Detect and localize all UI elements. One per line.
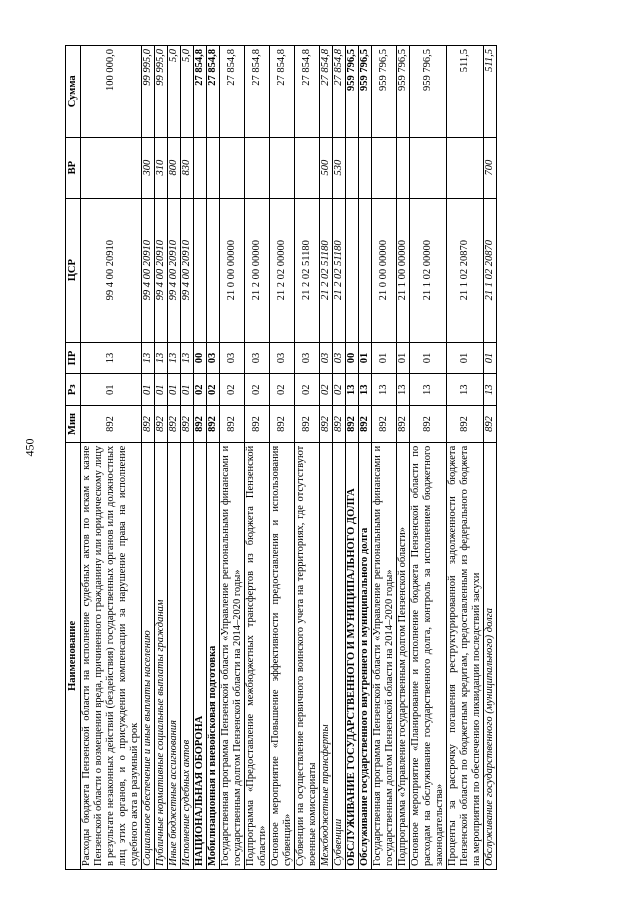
cell-pr: 03 (320, 342, 333, 374)
cell-min: 892 (168, 406, 181, 443)
cell-min: 892 (245, 406, 270, 443)
cell-csr: 99 4 00 20910 (142, 198, 155, 342)
cell-pr: 03 (245, 342, 270, 374)
cell-name: Государственная программа Пензенской области «Управление региональными финансами и государственным долгом Пензенской области на 2014–2020 годы» (372, 442, 397, 869)
cell-pr: 01 (359, 342, 372, 374)
cell-min: 892 (447, 406, 484, 443)
table-row (346, 46, 359, 870)
header-rz: Рз (66, 374, 81, 406)
cell-rz: 13 (372, 374, 397, 406)
cell-rz: 02 (194, 374, 207, 406)
cell-name: Подпрограмма «Управление государственным долгом Пензенской области» (397, 442, 410, 869)
cell-vr: 830 (181, 137, 194, 198)
cell-vr: 310 (155, 137, 168, 198)
cell-rz: 02 (220, 374, 245, 406)
cell-csr: 21 0 00 00000 (220, 198, 245, 342)
table-row (295, 46, 320, 870)
cell-sum: 27 854,8 (320, 46, 333, 138)
table-row (270, 46, 295, 870)
cell-sum: 27 854,8 (220, 46, 245, 138)
cell-name: Расходы бюджета Пензенской области на исполнение судебных актов по искам к казне Пензенской области о возмещении вреда, причиненного гражданину или юридическому лицу в результате незаконных действий (бездействия) государственных органов или должностных лиц этих органов, и о присуждении компенсации за нарушение права на исполнение судебного акта в разумный срок (81, 442, 142, 869)
cell-vr: 800 (168, 137, 181, 198)
cell-vr (207, 137, 220, 198)
cell-vr (372, 137, 397, 198)
budget-table (65, 45, 497, 870)
cell-vr (397, 137, 410, 198)
cell-pr: 13 (81, 342, 142, 374)
cell-rz: 01 (168, 374, 181, 406)
page-number: 450 (22, 438, 37, 457)
table-row (333, 46, 346, 870)
cell-csr (346, 198, 359, 342)
cell-rz: 13 (447, 374, 484, 406)
table-row (168, 46, 181, 870)
cell-min: 892 (346, 406, 359, 443)
table-row (220, 46, 245, 870)
cell-csr (359, 198, 372, 342)
cell-csr: 21 2 02 00000 (270, 198, 295, 342)
cell-sum: 5,0 (168, 46, 181, 138)
table-row (372, 46, 397, 870)
table-row (410, 46, 447, 870)
table-row (142, 46, 155, 870)
cell-rz: 13 (359, 374, 372, 406)
cell-rz: 01 (142, 374, 155, 406)
cell-vr: 700 (484, 137, 497, 198)
cell-min: 892 (181, 406, 194, 443)
cell-name: ОБСЛУЖИВАНИЕ ГОСУДАРСТВЕННОГО И МУНИЦИПАЛЬНОГО ДОЛГА (346, 442, 359, 869)
cell-vr: 300 (142, 137, 155, 198)
cell-min: 892 (333, 406, 346, 443)
cell-csr (207, 198, 220, 342)
table-row (181, 46, 194, 870)
cell-vr (447, 137, 484, 198)
cell-csr: 21 2 00 00000 (245, 198, 270, 342)
cell-rz: 02 (207, 374, 220, 406)
cell-name: Иные бюджетные ассигнования (168, 442, 181, 869)
cell-csr: 21 2 02 51180 (320, 198, 333, 342)
cell-vr (359, 137, 372, 198)
cell-min: 892 (81, 406, 142, 443)
cell-rz: 01 (155, 374, 168, 406)
cell-csr: 21 0 00 00000 (372, 198, 397, 342)
cell-rz: 02 (270, 374, 295, 406)
cell-min: 892 (155, 406, 168, 443)
cell-sum: 27 854,8 (245, 46, 270, 138)
cell-sum: 959 796,5 (372, 46, 397, 138)
cell-csr: 21 1 00 00000 (397, 198, 410, 342)
cell-rz: 01 (181, 374, 194, 406)
cell-sum: 5,0 (181, 46, 194, 138)
cell-name: Государственная программа Пензенской области «Управление региональными финансами и государственным долгом Пензенской области на 2014–2020 годы» (220, 442, 245, 869)
cell-min: 892 (359, 406, 372, 443)
cell-name: Основное мероприятие «Повышение эффективности предоставления и использования субвенций» (270, 442, 295, 869)
cell-name: Подпрограмма «Предоставление межбюджетных трансфертов из бюджета Пензенской области» (245, 442, 270, 869)
cell-csr: 99 4 00 20910 (155, 198, 168, 342)
cell-min: 892 (295, 406, 320, 443)
cell-sum: 99 995,0 (142, 46, 155, 138)
cell-pr: 00 (194, 342, 207, 374)
cell-rz: 02 (320, 374, 333, 406)
cell-pr: 01 (372, 342, 397, 374)
cell-sum: 959 796,5 (359, 46, 372, 138)
header-vr: ВР (66, 137, 81, 198)
cell-sum: 27 854,8 (295, 46, 320, 138)
cell-min: 892 (207, 406, 220, 443)
cell-sum: 99 995,0 (155, 46, 168, 138)
table-row (447, 46, 484, 870)
table-row (359, 46, 372, 870)
table-body (81, 46, 497, 870)
cell-min: 892 (270, 406, 295, 443)
cell-min: 892 (142, 406, 155, 443)
cell-min: 892 (397, 406, 410, 443)
cell-rz: 02 (295, 374, 320, 406)
cell-pr: 03 (295, 342, 320, 374)
cell-name: Мобилизационная и вневойсковая подготовка (207, 442, 220, 869)
cell-vr: 530 (333, 137, 346, 198)
cell-pr: 00 (346, 342, 359, 374)
cell-min: 892 (320, 406, 333, 443)
cell-vr: 500 (320, 137, 333, 198)
cell-pr: 03 (220, 342, 245, 374)
cell-sum: 100 000,0 (81, 46, 142, 138)
cell-vr (245, 137, 270, 198)
cell-rz: 02 (245, 374, 270, 406)
header-min: Мин (66, 406, 81, 443)
cell-vr (410, 137, 447, 198)
cell-name: Обслуживание государственного (муниципального) долга (484, 442, 497, 869)
table-row (155, 46, 168, 870)
cell-name: Обслуживание государственного внутреннего и муниципального долга (359, 442, 372, 869)
cell-csr: 99 4 00 20910 (168, 198, 181, 342)
header-name: Наименование (66, 442, 81, 869)
cell-name: Исполнение судебных актов (181, 442, 194, 869)
cell-sum: 959 796,5 (397, 46, 410, 138)
rotated-page-content (65, 45, 575, 870)
cell-min: 892 (220, 406, 245, 443)
cell-pr: 01 (447, 342, 484, 374)
cell-pr: 03 (270, 342, 295, 374)
cell-sum: 27 854,8 (333, 46, 346, 138)
cell-vr (81, 137, 142, 198)
cell-pr: 01 (410, 342, 447, 374)
cell-pr: 01 (397, 342, 410, 374)
cell-sum: 511,5 (484, 46, 497, 138)
cell-pr: 13 (181, 342, 194, 374)
cell-name: Публичные нормативные социальные выплаты гражданам (155, 442, 168, 869)
cell-vr (194, 137, 207, 198)
header-pr: ПР (66, 342, 81, 374)
table-row (194, 46, 207, 870)
cell-name: Проценты за рассрочку погашения реструктурированной задолженности бюджета Пензенской области по бюджетным кредитам, предоставленным из федерального бюджета на мероприятия по обеспечению ликвидации последствий засухи (447, 442, 484, 869)
cell-sum: 959 796,5 (346, 46, 359, 138)
cell-pr: 01 (484, 342, 497, 374)
cell-vr (295, 137, 320, 198)
cell-csr: 21 1 02 00000 (410, 198, 447, 342)
cell-name: НАЦИОНАЛЬНАЯ ОБОРОНА (194, 442, 207, 869)
cell-rz: 13 (397, 374, 410, 406)
cell-rz: 02 (333, 374, 346, 406)
cell-min: 892 (484, 406, 497, 443)
cell-sum: 511,5 (447, 46, 484, 138)
cell-sum: 27 854,8 (270, 46, 295, 138)
cell-pr: 13 (155, 342, 168, 374)
cell-min: 892 (372, 406, 397, 443)
table-row (484, 46, 497, 870)
cell-csr: 99 4 00 20910 (81, 198, 142, 342)
cell-pr: 13 (142, 342, 155, 374)
cell-sum: 959 796,5 (410, 46, 447, 138)
cell-rz: 13 (346, 374, 359, 406)
header-csr: ЦСР (66, 198, 81, 342)
cell-csr (194, 198, 207, 342)
cell-pr: 13 (168, 342, 181, 374)
cell-csr: 21 2 02 51180 (295, 198, 320, 342)
cell-name: Социальное обеспечение и иные выплаты населению (142, 442, 155, 869)
cell-sum: 27 854,8 (194, 46, 207, 138)
table-row (320, 46, 333, 870)
cell-name: Межбюджетные трансферты (320, 442, 333, 869)
header-sum: Сумма (66, 46, 81, 138)
cell-csr: 99 4 00 20910 (181, 198, 194, 342)
cell-name: Основное мероприятие «Планирование и исполнение бюджета Пензенской области по расходам на обслуживание государственного долга, контроль за исполнением бюджетного законодательства» (410, 442, 447, 869)
cell-pr: 03 (207, 342, 220, 374)
table-row (207, 46, 220, 870)
table-header-row (66, 46, 81, 870)
table-row (81, 46, 142, 870)
cell-vr (270, 137, 295, 198)
cell-csr: 21 1 02 20870 (484, 198, 497, 342)
table-row (245, 46, 270, 870)
cell-sum: 27 854,8 (207, 46, 220, 138)
cell-csr: 21 2 02 51180 (333, 198, 346, 342)
cell-min: 892 (410, 406, 447, 443)
cell-rz: 13 (410, 374, 447, 406)
cell-rz: 13 (484, 374, 497, 406)
cell-name: Субвенции (333, 442, 346, 869)
cell-pr: 03 (333, 342, 346, 374)
cell-name: Субвенции на осуществление первичного воинского учета на территориях, где отсутствуют военные комиссариаты (295, 442, 320, 869)
cell-min: 892 (194, 406, 207, 443)
cell-rz: 01 (81, 374, 142, 406)
cell-vr (346, 137, 359, 198)
table-row (397, 46, 410, 870)
cell-csr: 21 1 02 20870 (447, 198, 484, 342)
cell-vr (220, 137, 245, 198)
